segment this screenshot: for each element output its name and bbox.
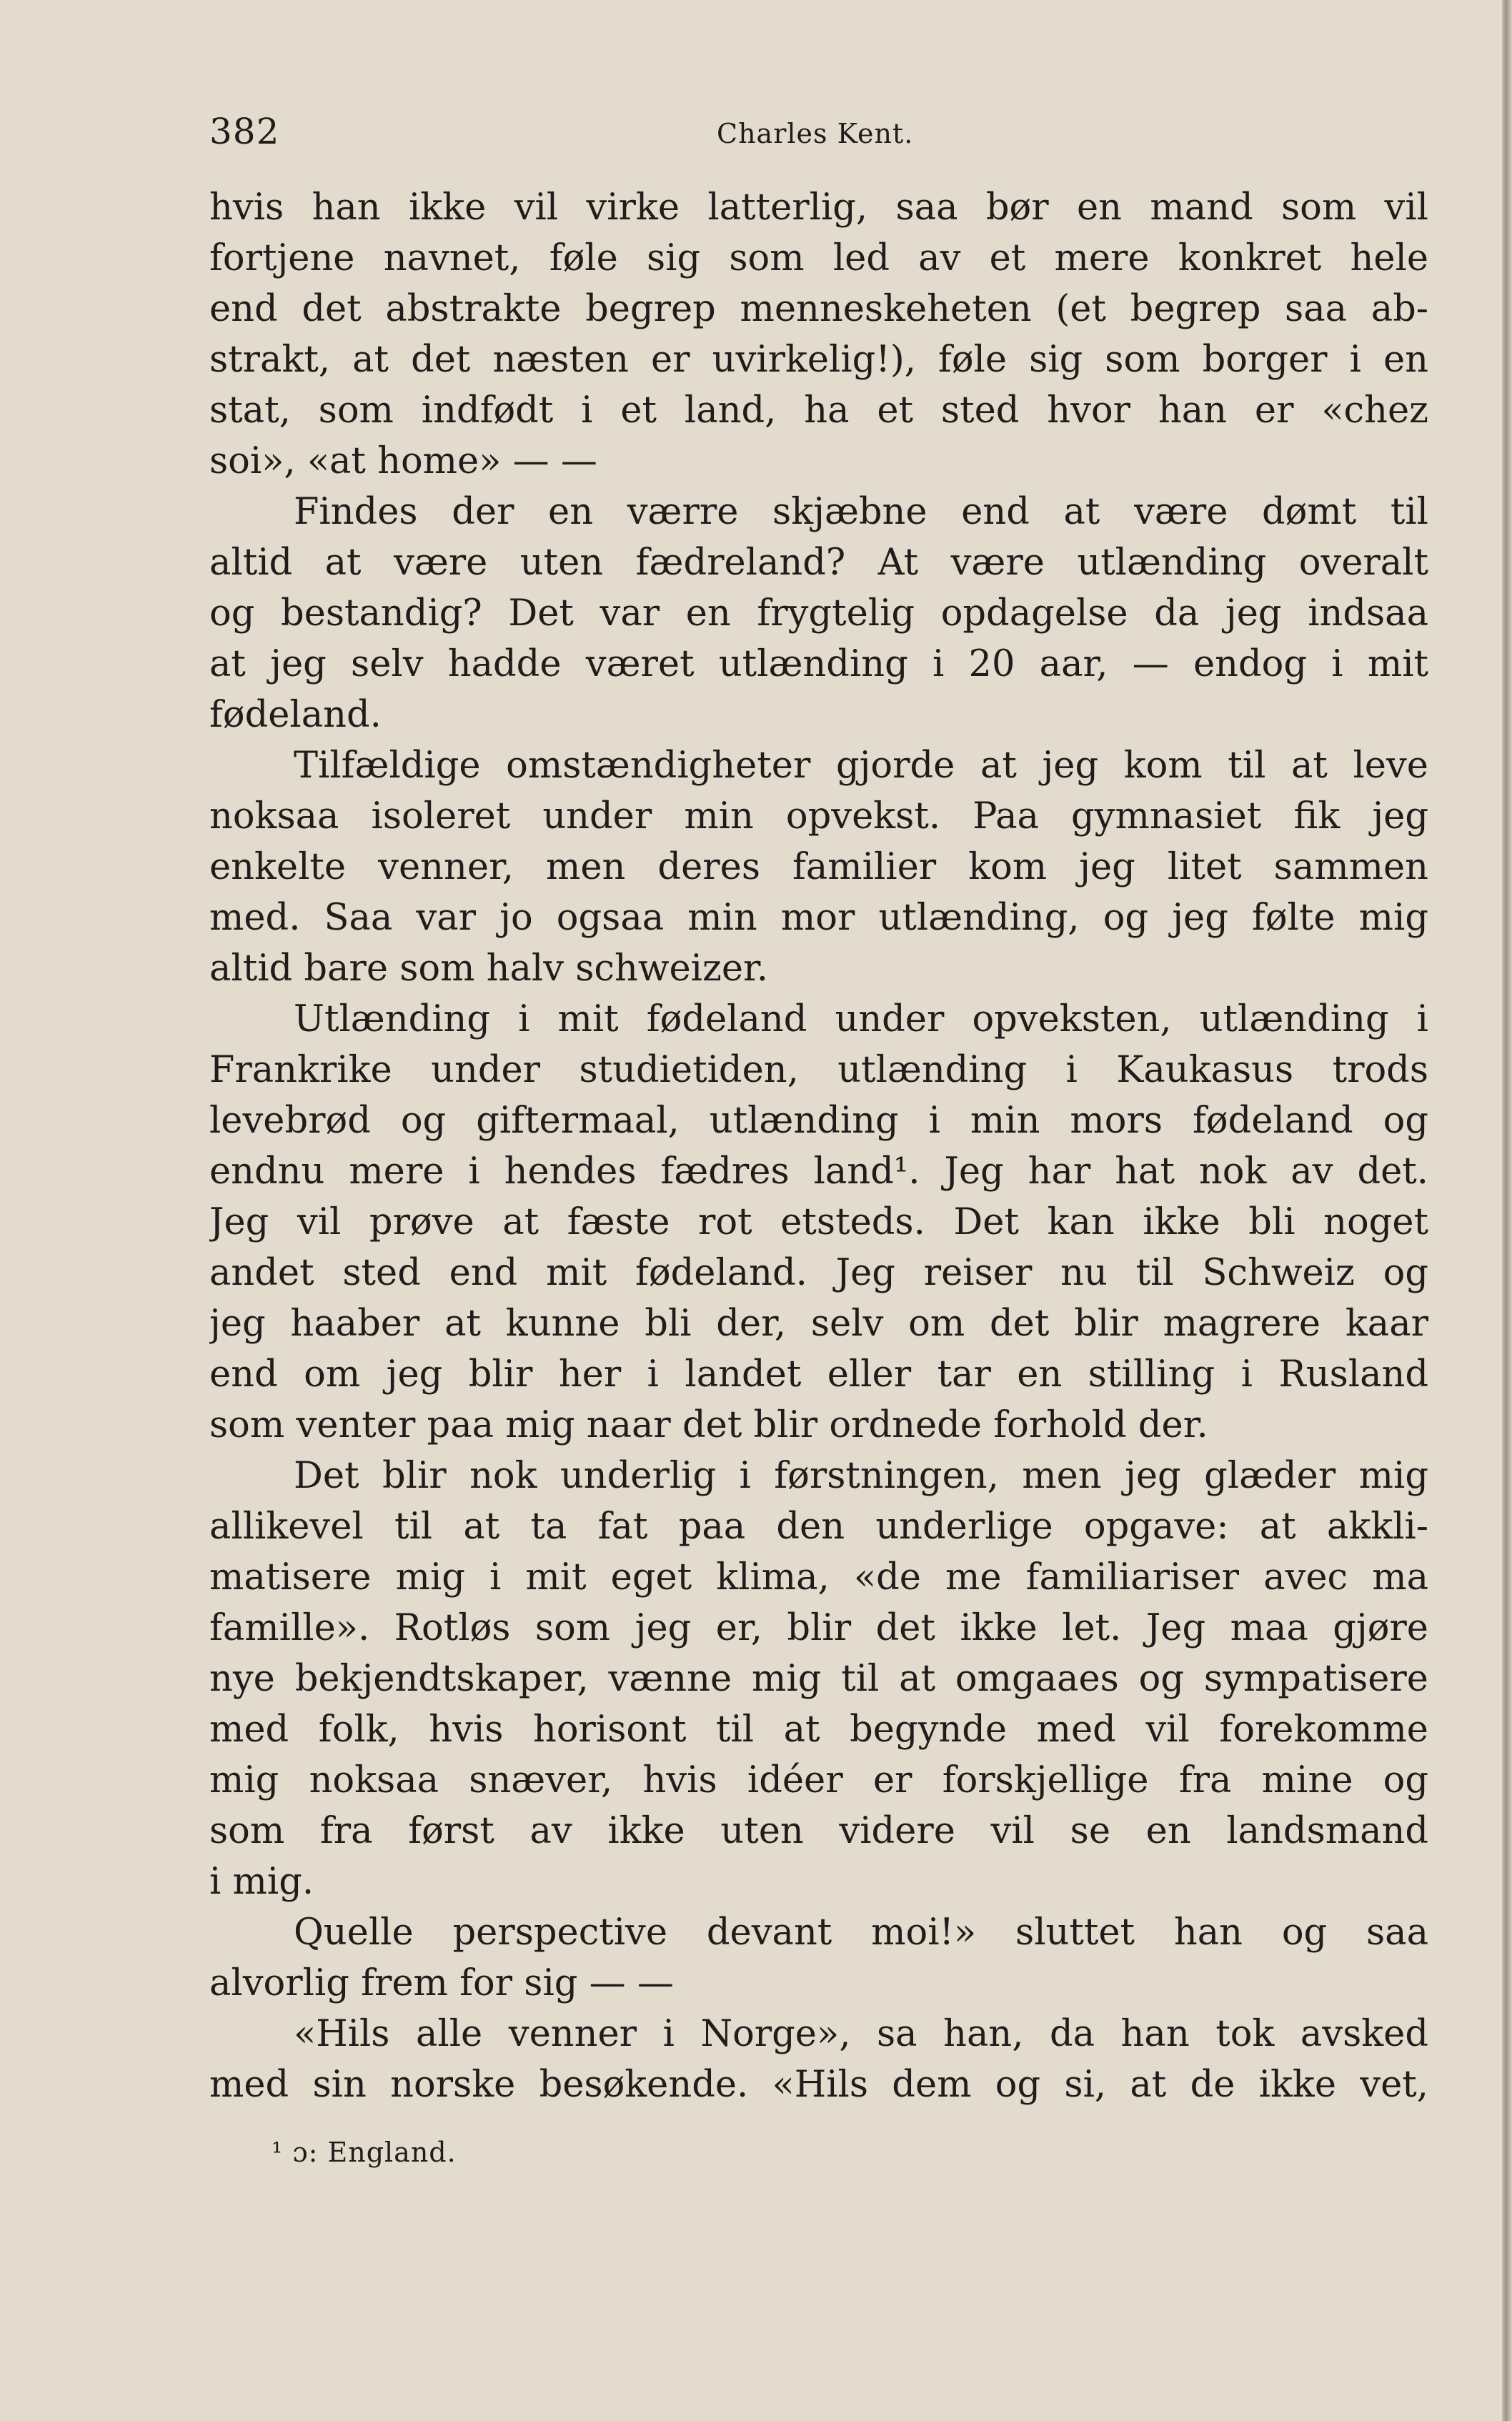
text-line: Frankrike under studietiden, utlænding i Kaukasus trods [209,1049,1428,1091]
footnote: ¹ ɔ: England. [272,2137,457,2168]
text-line: stat, som indfødt i et land, ha et sted hvor han er «chez [209,389,1428,432]
text-line: fødeland. [209,694,382,736]
text-line: soi», «at home» — — [209,440,597,482]
text-line: «Hils alle venner i Norge», sa han, da han tok avsked [294,2013,1428,2055]
text-line: famille». Rotløs som jeg er, blir det ikke let. Jeg maa gjøre [209,1607,1428,1649]
page-number: 382 [209,111,280,152]
text-line: Quelle perspective devant moi!» sluttet han og saa [294,1912,1428,1954]
text-line: end det abstrakte begrep menneskeheten (et begrep saa ab- [209,288,1428,330]
text-line: strakt, at det næsten er uvirkelig!), føle sig som borger i en [209,339,1428,381]
text-line: matisere mig i mit eget klima, «de me familiariser avec ma [209,1556,1428,1599]
text-line: nye bekjendtskaper, vænne mig til at omgaaes og sympatisere [209,1658,1428,1700]
page-edge [1502,0,1512,2421]
text-line: i mig. [209,1861,314,1903]
page-header [209,111,1428,161]
text-line: levebrød og giftermaal, utlænding i min mors fødeland og [209,1100,1428,1142]
text-line: fortjene navnet, føle sig som led av et mere konkret hele [209,237,1428,279]
text-line: som fra først av ikke uten videre vil se en landsmand [209,1810,1428,1852]
text-line: noksaa isoleret under min opvekst. Paa gymnasiet fik jeg [209,795,1428,837]
running-title: Charles Kent. [717,118,914,149]
text-line: Det blir nok underlig i førstningen, men jeg glæder mig [294,1455,1428,1497]
text-line: Findes der en værre skjæbne end at være dømt til [294,491,1428,533]
text-line: og bestandig? Det var en frygtelig opdagelse da jeg indsaa [209,592,1428,635]
text-line: som venter paa mig naar det blir ordnede forhold der. [209,1404,1208,1446]
text-line: altid at være uten fædreland? At være utlænding overalt [209,542,1428,584]
text-line: allikevel til at ta fat paa den underlige opgave: at akkli- [209,1506,1428,1548]
text-line: mig noksaa snæver, hvis idéer er forskjellige fra mine og [209,1759,1428,1801]
text-line: Tilfældige omstændigheter gjorde at jeg kom til at leve [294,745,1428,787]
text-line: altid bare som halv schweizer. [209,948,769,990]
text-line: med. Saa var jo ogsaa min mor utlænding, og jeg følte mig [209,897,1428,939]
text-line: hvis han ikke vil virke latterlig, saa bør en mand som vil [209,187,1428,229]
text-line: andet sted end mit fødeland. Jeg reiser nu til Schweiz og [209,1252,1428,1294]
text-line: at jeg selv hadde været utlænding i 20 aar, — endog i mit [209,643,1428,685]
text-line: med sin norske besøkende. «Hils dem og si, at de ikke vet, [209,2064,1428,2106]
text-line: end om jeg blir her i landet eller tar en stilling i Rusland [209,1353,1428,1396]
text-line: alvorlig frem for sig — — [209,1962,674,2004]
text-line: jeg haaber at kunne bli der, selv om det blir magrere kaar [209,1303,1428,1345]
text-line: Utlænding i mit fødeland under opveksten, utlænding i [294,998,1428,1040]
text-line: med folk, hvis horisont til at begynde med vil forekomme [209,1709,1428,1751]
text-line: enkelte venner, men deres familier kom jeg litet sammen [209,846,1428,888]
body-text [209,182,1428,2110]
text-line: endnu mere i hendes fædres land¹. Jeg har hat nok av det. [209,1150,1428,1193]
text-line: Jeg vil prøve at fæste rot etsteds. Det kan ikke bli noget [209,1201,1428,1243]
